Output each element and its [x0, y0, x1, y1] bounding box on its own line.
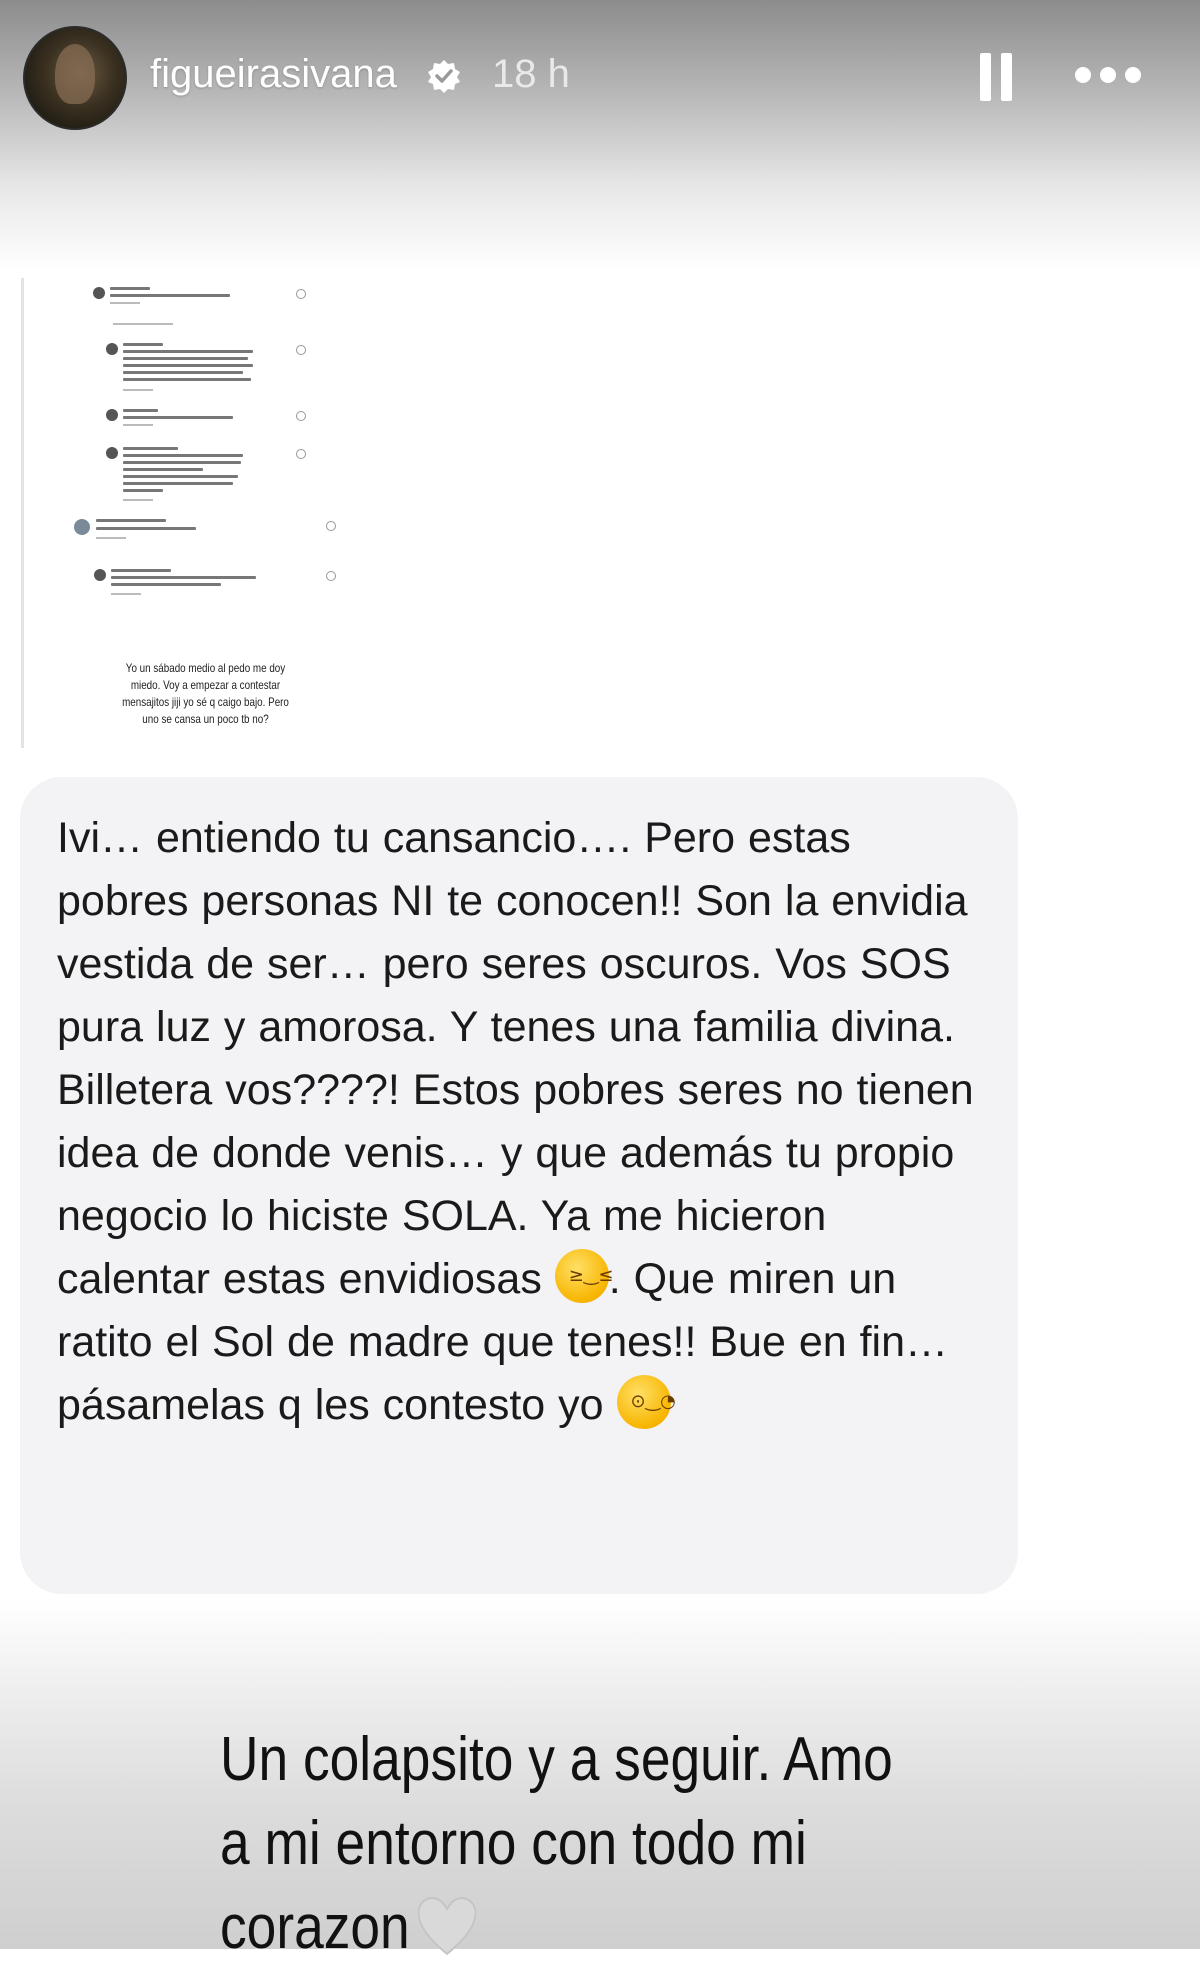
- screenshot-caption: Yo un sábado medio al pedo me doy miedo. Voy a empezar a contestar mensajitos jiji yo sé q caigo bajo. Pero uno se cansa un poco tb no?: [122, 661, 289, 726]
- comments-screenshot: [78, 275, 348, 753]
- timestamp: 18 h: [492, 52, 570, 96]
- rolling-on-floor-laughing-emoji-icon: ≥‿≤: [555, 1249, 609, 1303]
- message-bubble: [20, 777, 1018, 1594]
- zany-face-emoji-icon: ⊙‿◔: [617, 1375, 671, 1429]
- story-caption: [220, 1718, 908, 1970]
- more-options-icon[interactable]: [1075, 67, 1141, 85]
- message-part-2: . Que miren un ratito el Sol de madre que tenes!! Bue en fin… pásamelas q les contesto yo: [57, 1255, 949, 1429]
- story-header: [0, 0, 1200, 270]
- profile-avatar[interactable]: [23, 26, 127, 130]
- message-part-1: Ivi… entiendo tu cansancio…. Pero estas pobres personas NI te conocen!! Son la envidia vestida de ser… pero seres oscuros. Vos SOS pura luz y amorosa. Y tenes una familia divina. Billetera vos????! Estos pobres seres no tienen idea de donde venis… y que además tu propio negocio lo hiciste SOLA. Ya me hicieron calentar estas envidiosas: [57, 814, 974, 1303]
- story-caption-text: Un colapsito y a seguir. Amo a mi entorno con todo mi corazon: [220, 1725, 893, 1962]
- username[interactable]: figueirasivana: [150, 52, 397, 96]
- verified-badge-icon: [426, 58, 462, 94]
- screenshot-edge: [21, 278, 24, 748]
- message-text: [57, 807, 987, 1437]
- pause-icon[interactable]: [980, 53, 1014, 101]
